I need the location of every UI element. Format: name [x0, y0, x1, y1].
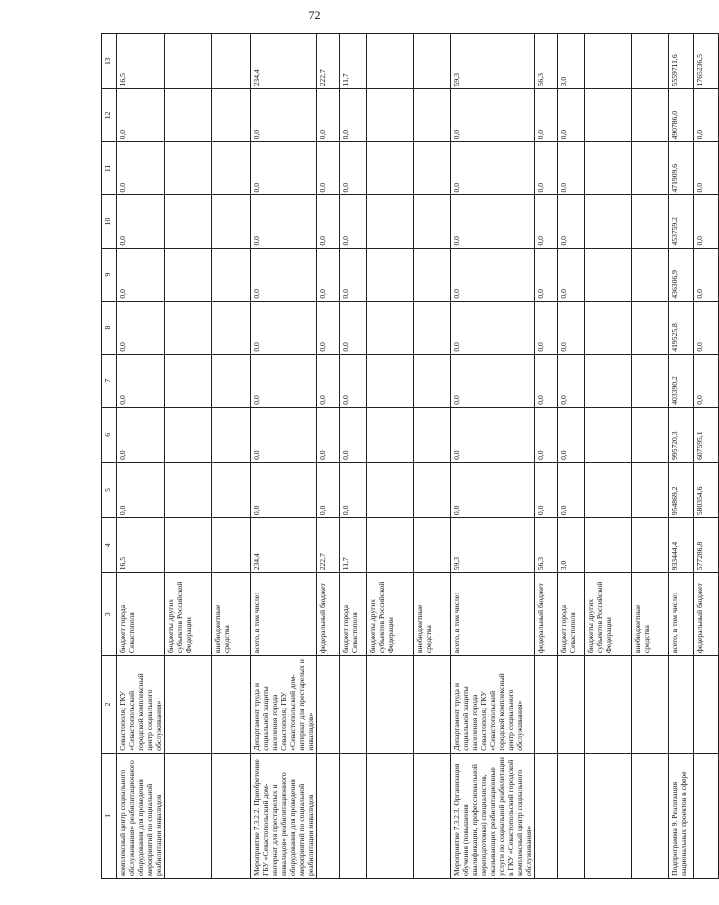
amount-cell [212, 518, 251, 573]
amount-cell [165, 518, 212, 573]
column-header: 2 [102, 656, 117, 754]
executor-cell [165, 656, 212, 754]
funding-source-cell: внебюджетные средства [414, 573, 451, 656]
table-row [694, 34, 719, 879]
table-row [340, 34, 367, 879]
amount-cell [585, 248, 632, 301]
executor-cell [669, 656, 694, 754]
measure-name-cell [317, 753, 340, 878]
amount-cell: 0,0 [558, 354, 585, 407]
amount-cell: 419525,8 [669, 301, 694, 354]
measure-name-cell [165, 753, 212, 878]
amount-cell: 471909,6 [669, 142, 694, 195]
amount-cell: 0,0 [451, 142, 535, 195]
amount-cell: 0,0 [317, 462, 340, 517]
funding-source-cell: всего, в том числе: [669, 573, 694, 656]
measure-name-cell: Подпрограмма 9. Реализация национальных проектов в сфере [669, 753, 694, 878]
executor-cell: Департамент труда и социальной защиты населения города Севастополя; ГКУ «Севастопольский городской комплексный центр социального обслуживания» [451, 656, 535, 754]
executor-cell [535, 656, 558, 754]
amount-cell [414, 34, 451, 89]
measure-name-cell [414, 753, 451, 878]
amount-cell: 0,0 [535, 407, 558, 462]
amount-cell [414, 248, 451, 301]
amount-cell: 0,0 [558, 142, 585, 195]
table-row [558, 34, 585, 879]
amount-cell: 954869,2 [669, 462, 694, 517]
amount-cell [632, 518, 669, 573]
amount-cell: 0,0 [694, 89, 719, 142]
amount-cell: 0,0 [251, 354, 317, 407]
amount-cell [212, 462, 251, 517]
amount-cell [632, 462, 669, 517]
table-row [367, 34, 414, 879]
amount-cell [165, 142, 212, 195]
measure-name-cell [585, 753, 632, 878]
amount-cell [414, 195, 451, 248]
amount-cell: 0,0 [117, 195, 165, 248]
amount-cell [367, 34, 414, 89]
amount-cell [632, 89, 669, 142]
table-body [117, 34, 719, 879]
amount-cell [414, 354, 451, 407]
measure-name-cell [367, 753, 414, 878]
amount-cell: 403390,2 [669, 354, 694, 407]
amount-cell [212, 34, 251, 89]
amount-cell: 16,5 [117, 518, 165, 573]
amount-cell [165, 462, 212, 517]
amount-cell [585, 518, 632, 573]
amount-cell: 0,0 [117, 89, 165, 142]
amount-cell [632, 142, 669, 195]
amount-cell: 0,0 [451, 462, 535, 517]
amount-cell [585, 89, 632, 142]
column-header: 13 [102, 34, 117, 89]
amount-cell: 0,0 [340, 195, 367, 248]
column-header: 1 [102, 753, 117, 878]
amount-cell: 0,0 [317, 195, 340, 248]
funding-source-cell: всего, в том числе: [251, 573, 317, 656]
amount-cell: 0,0 [558, 407, 585, 462]
column-header: 7 [102, 354, 117, 407]
amount-cell: 0,0 [535, 248, 558, 301]
executor-cell [340, 656, 367, 754]
amount-cell: 5559711,6 [669, 34, 694, 89]
amount-cell [212, 195, 251, 248]
measure-name-cell: Мероприятие 7.3.2.2. Приобретение ГБУ «Севастопольский дом-интернат для престарелых и инвалидов» реабилитационного оборудования для проведения мероприятий по социальной реабилитации инвалидов [251, 753, 317, 878]
amount-cell [367, 89, 414, 142]
column-header: 11 [102, 142, 117, 195]
amount-cell: 0,0 [558, 195, 585, 248]
amount-cell [585, 407, 632, 462]
measure-name-cell: Мероприятие 7.3.2.3. Организация обучения (повышения квалификации, профессиональной переподготовки) специалистов, оказывающих реабилитационные услуги по социальной реабилитации в ГКУ «Севастопольский городской комплексный центр социального обслуживания» [451, 753, 535, 878]
amount-cell: 59,3 [451, 518, 535, 573]
page-number: 72 [308, 8, 321, 22]
rotated-page-area [101, 33, 704, 879]
column-header: 4 [102, 518, 117, 573]
funding-source-cell: внебюджетные средства [212, 573, 251, 656]
amount-cell [165, 89, 212, 142]
amount-cell [632, 248, 669, 301]
amount-cell: 0,0 [535, 462, 558, 517]
amount-cell: 222,7 [317, 518, 340, 573]
column-header: 12 [102, 89, 117, 142]
funding-source-cell: федеральный бюджет [694, 573, 719, 656]
amount-cell [585, 462, 632, 517]
amount-cell: 0,0 [451, 301, 535, 354]
executor-cell [212, 656, 251, 754]
executor-cell [558, 656, 585, 754]
amount-cell [165, 248, 212, 301]
funding-source-cell: бюджет города Севастополя [117, 573, 165, 656]
amount-cell [212, 89, 251, 142]
amount-cell: 995720,3 [669, 407, 694, 462]
funding-source-cell: бюджеты других субъектов Российской Федерации [165, 573, 212, 656]
amount-cell: 0,0 [117, 407, 165, 462]
amount-cell: 0,0 [340, 89, 367, 142]
amount-cell [585, 142, 632, 195]
rotated-table-container [101, 33, 704, 879]
amount-cell: 0,0 [317, 407, 340, 462]
amount-cell [632, 195, 669, 248]
funding-source-cell: федеральный бюджет [535, 573, 558, 656]
amount-cell: 0,0 [251, 462, 317, 517]
amount-cell: 0,0 [558, 301, 585, 354]
table-row [535, 34, 558, 879]
budget-table [101, 33, 719, 879]
funding-source-cell: всего, в том числе: [451, 573, 535, 656]
amount-cell: 0,0 [251, 195, 317, 248]
measure-name-cell: комплексный центр социального обслуживания» реабилитационного оборудования для проведения мероприятий по социальной реабилитации инвалидов [117, 753, 165, 878]
amount-cell: 0,0 [535, 89, 558, 142]
funding-source-cell: бюджет города Севастополя [558, 573, 585, 656]
amount-cell: 0,0 [251, 407, 317, 462]
amount-cell: 0,0 [451, 354, 535, 407]
amount-cell: 11,7 [340, 34, 367, 89]
amount-cell: 0,0 [340, 354, 367, 407]
column-header: 10 [102, 195, 117, 248]
amount-cell [367, 354, 414, 407]
column-header: 5 [102, 462, 117, 517]
amount-cell [414, 301, 451, 354]
amount-cell: 453759,2 [669, 195, 694, 248]
column-header: 8 [102, 301, 117, 354]
column-header: 3 [102, 573, 117, 656]
measure-name-cell [694, 753, 719, 878]
amount-cell: 0,0 [340, 142, 367, 195]
amount-cell [165, 195, 212, 248]
executor-cell [367, 656, 414, 754]
funding-source-cell: бюджет города Севастополя [340, 573, 367, 656]
column-header: 6 [102, 407, 117, 462]
funding-source-cell: бюджеты других субъектов Российской Федерации [367, 573, 414, 656]
column-header: 9 [102, 248, 117, 301]
amount-cell: 490786,0 [669, 89, 694, 142]
amount-cell: 0,0 [340, 407, 367, 462]
amount-cell: 16,5 [117, 34, 165, 89]
executor-cell: Севастополя; ГКУ «Севастопольский городской комплексный центр социального обслуживания» [117, 656, 165, 754]
amount-cell: 0,0 [340, 462, 367, 517]
amount-cell: 0,0 [117, 354, 165, 407]
amount-cell [632, 354, 669, 407]
amount-cell [212, 354, 251, 407]
amount-cell [632, 407, 669, 462]
amount-cell [212, 301, 251, 354]
amount-cell: 0,0 [451, 407, 535, 462]
amount-cell: 0,0 [317, 301, 340, 354]
executor-cell: Департамент труда и социальной защиты населения города Севастополя; ГБУ «Севастопольский дом-интернат для престарелых и инвалидов» [251, 656, 317, 754]
amount-cell: 3,0 [558, 518, 585, 573]
amount-cell: 0,0 [558, 89, 585, 142]
amount-cell: 0,0 [558, 462, 585, 517]
amount-cell [367, 462, 414, 517]
measure-name-cell [535, 753, 558, 878]
table-row [212, 34, 251, 879]
amount-cell: 0,0 [451, 248, 535, 301]
amount-cell [165, 407, 212, 462]
amount-cell [212, 142, 251, 195]
amount-cell: 1765236,5 [694, 34, 719, 89]
table-row [669, 34, 694, 879]
amount-cell: 0,0 [535, 301, 558, 354]
amount-cell: 0,0 [317, 142, 340, 195]
amount-cell: 234,4 [251, 518, 317, 573]
amount-cell: 0,0 [535, 354, 558, 407]
amount-cell [632, 34, 669, 89]
amount-cell: 0,0 [117, 142, 165, 195]
executor-cell [585, 656, 632, 754]
amount-cell [414, 142, 451, 195]
executor-cell [317, 656, 340, 754]
amount-cell [632, 301, 669, 354]
amount-cell: 0,0 [535, 195, 558, 248]
amount-cell: 607595,1 [694, 407, 719, 462]
amount-cell: 0,0 [251, 301, 317, 354]
amount-cell: 0,0 [317, 354, 340, 407]
funding-source-cell: федеральный бюджет [317, 573, 340, 656]
table-row [451, 34, 535, 879]
amount-cell: 0,0 [317, 248, 340, 301]
amount-cell: 0,0 [694, 195, 719, 248]
amount-cell [212, 407, 251, 462]
amount-cell [367, 518, 414, 573]
amount-cell [367, 248, 414, 301]
amount-cell: 0,0 [558, 248, 585, 301]
measure-name-cell [340, 753, 367, 878]
funding-source-cell: бюджеты других субъектов Российской Федерации [585, 573, 632, 656]
amount-cell [585, 34, 632, 89]
amount-cell: 56,3 [535, 34, 558, 89]
amount-cell: 222,7 [317, 34, 340, 89]
table-row [251, 34, 317, 879]
header-row [102, 34, 117, 879]
amount-cell: 0,0 [340, 301, 367, 354]
table-row [632, 34, 669, 879]
amount-cell: 56,3 [535, 518, 558, 573]
table-row [585, 34, 632, 879]
amount-cell [585, 195, 632, 248]
amount-cell: 0,0 [340, 248, 367, 301]
amount-cell: 0,0 [117, 301, 165, 354]
amount-cell: 0,0 [251, 89, 317, 142]
executor-cell [414, 656, 451, 754]
amount-cell: 0,0 [117, 462, 165, 517]
amount-cell [367, 301, 414, 354]
amount-cell: 0,0 [117, 248, 165, 301]
amount-cell: 0,0 [251, 248, 317, 301]
amount-cell: 0,0 [694, 142, 719, 195]
amount-cell: 580354,6 [694, 462, 719, 517]
amount-cell: 11,7 [340, 518, 367, 573]
amount-cell: 0,0 [694, 248, 719, 301]
table-row [117, 34, 165, 879]
table-row [317, 34, 340, 879]
amount-cell: 0,0 [694, 301, 719, 354]
amount-cell: 933444,4 [669, 518, 694, 573]
measure-name-cell [212, 753, 251, 878]
amount-cell [367, 407, 414, 462]
amount-cell [585, 301, 632, 354]
amount-cell [165, 34, 212, 89]
amount-cell: 577286,8 [694, 518, 719, 573]
amount-cell [414, 89, 451, 142]
executor-cell [694, 656, 719, 754]
amount-cell: 0,0 [535, 142, 558, 195]
amount-cell: 3,0 [558, 34, 585, 89]
measure-name-cell [558, 753, 585, 878]
executor-cell [632, 656, 669, 754]
amount-cell [165, 354, 212, 407]
amount-cell: 234,4 [251, 34, 317, 89]
amount-cell: 0,0 [694, 354, 719, 407]
amount-cell [367, 195, 414, 248]
amount-cell: 436306,9 [669, 248, 694, 301]
amount-cell [212, 248, 251, 301]
amount-cell [414, 518, 451, 573]
amount-cell: 0,0 [451, 89, 535, 142]
measure-name-cell [632, 753, 669, 878]
amount-cell: 0,0 [251, 142, 317, 195]
amount-cell: 59,3 [451, 34, 535, 89]
table-row [165, 34, 212, 879]
table-row [414, 34, 451, 879]
amount-cell [165, 301, 212, 354]
amount-cell [414, 462, 451, 517]
amount-cell [414, 407, 451, 462]
amount-cell: 0,0 [451, 195, 535, 248]
amount-cell [367, 142, 414, 195]
amount-cell [585, 354, 632, 407]
funding-source-cell: внебюджетные средства [632, 573, 669, 656]
amount-cell: 0,0 [317, 89, 340, 142]
